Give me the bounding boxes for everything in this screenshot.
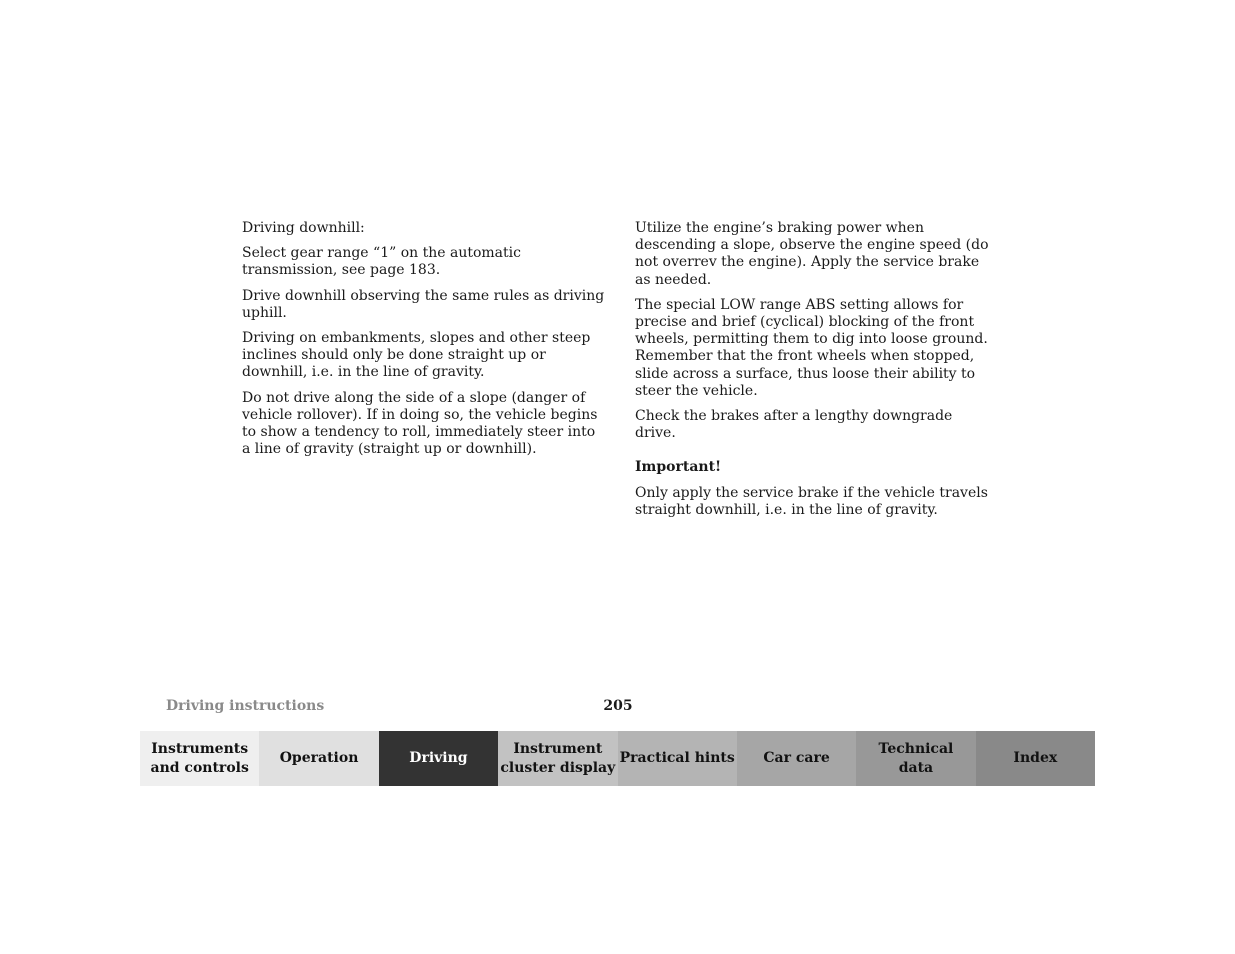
important-heading: Important!	[635, 459, 722, 476]
nav-tab-car-care[interactable]: Car care	[737, 731, 856, 786]
right-text-column	[635, 220, 995, 527]
paragraph: Only apply the service brake if the vehicle travels straight downhill, i.e. in the line of gravity.	[635, 484, 988, 518]
paragraph: Driving downhill:	[242, 220, 365, 236]
paragraph: Utilize the engine’s braking power when descending a slope, observe the engine speed (do not overrev the engine). Apply the service brake as needed.	[635, 220, 989, 288]
nav-tab-technical-data[interactable]: Technical data	[856, 731, 975, 786]
nav-tab-instruments-and-controls[interactable]: Instruments and controls	[140, 731, 259, 786]
left-text-column	[242, 220, 607, 466]
paragraph: Select gear range “1” on the automatic transmission, see page 183.	[242, 245, 521, 279]
paragraph: The special LOW range ABS setting allows for precise and brief (cyclical) blocking of the front wheels, permitting them to dig into loose ground. Remember that the front wheels when stopped, slide across a surface, thus loose their ability to steer the vehicle.	[635, 296, 988, 399]
paragraph: Do not drive along the side of a slope (danger of vehicle rollover). If in doing so, the vehicle begins to show a tendency to roll, immediately steer into a line of gravity (straight up or downhill).	[242, 389, 598, 458]
section-title: Driving instructions	[166, 698, 325, 714]
page-number: 205	[603, 698, 633, 714]
nav-tab-index[interactable]: Index	[976, 731, 1095, 786]
paragraph: Check the brakes after a lengthy downgrade drive.	[635, 408, 953, 442]
nav-tab-instrument-cluster-display[interactable]: Instrument cluster display	[498, 731, 617, 786]
nav-tab-practical-hints[interactable]: Practical hints	[618, 731, 737, 786]
paragraph: Drive downhill observing the same rules as driving uphill.	[242, 287, 605, 321]
chapter-nav-bar	[140, 731, 1095, 786]
nav-tab-operation[interactable]: Operation	[259, 731, 378, 786]
paragraph: Driving on embankments, slopes and other steep inclines should only be done straight up or downhill, i.e. in the line of gravity.	[242, 330, 591, 381]
nav-tab-driving[interactable]: Driving	[379, 731, 498, 786]
